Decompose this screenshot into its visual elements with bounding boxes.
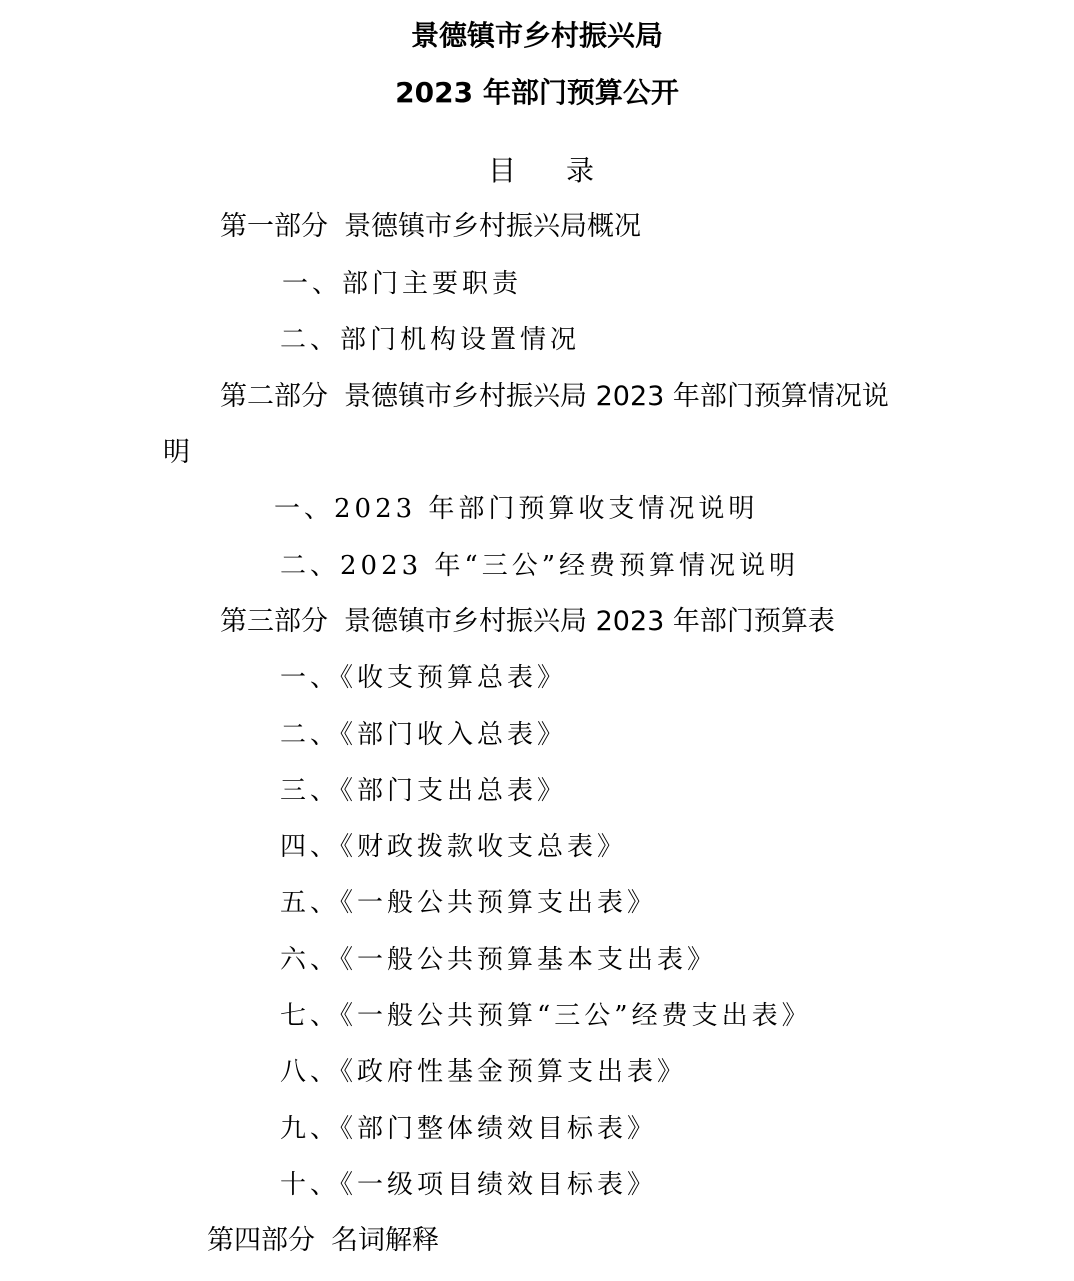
toc-heading-char-1: 目	[488, 154, 517, 187]
part-number: 第二部分	[220, 381, 328, 412]
toc-item[interactable]: 一、2023 年部门预算收支情况说明	[274, 494, 759, 524]
toc-heading	[488, 151, 594, 191]
toc-part-4[interactable]	[207, 1221, 439, 1261]
toc-part-2[interactable]	[220, 377, 889, 417]
toc-item[interactable]: 二、部门机构设置情况	[280, 325, 581, 355]
part-number: 第一部分	[220, 211, 328, 242]
toc-item[interactable]: 七、《一般公共预算“三公”经费支出表》	[280, 1001, 812, 1031]
toc-item[interactable]: 六、《一般公共预算基本支出表》	[280, 945, 718, 975]
part-title: 名词解释	[331, 1225, 439, 1256]
document-title: 景德镇市乡村振兴局	[410, 19, 663, 52]
toc-part-3[interactable]	[220, 602, 835, 642]
toc-item[interactable]: 五、《一般公共预算支出表》	[280, 888, 658, 918]
toc-item[interactable]: 八、《政府性基金预算支出表》	[280, 1057, 688, 1087]
toc-item[interactable]: 一、部门主要职责	[282, 269, 523, 299]
toc-part-1[interactable]	[220, 207, 641, 247]
part-title: 景德镇市乡村振兴局概况	[344, 211, 641, 242]
toc-item[interactable]: 二、《部门收入总表》	[280, 720, 568, 750]
toc-part-2-continuation: 明	[163, 437, 190, 468]
part-title: 景德镇市乡村振兴局 2023 年部门预算表	[344, 606, 835, 637]
toc-item[interactable]: 二、2023 年“三公”经费预算情况说明	[280, 551, 800, 581]
toc-heading-char-2: 录	[566, 154, 595, 187]
toc-item[interactable]: 一、《收支预算总表》	[280, 663, 568, 693]
document-subtitle: 2023 年部门预算公开	[395, 76, 679, 109]
toc-item[interactable]: 九、《部门整体绩效目标表》	[280, 1114, 658, 1144]
toc-item[interactable]: 三、《部门支出总表》	[280, 776, 568, 806]
toc-item[interactable]: 四、《财政拨款收支总表》	[280, 832, 628, 862]
part-title: 景德镇市乡村振兴局 2023 年部门预算情况说	[344, 381, 889, 412]
part-number: 第三部分	[220, 606, 328, 637]
toc-item[interactable]: 十、《一级项目绩效目标表》	[280, 1170, 658, 1200]
part-number: 第四部分	[207, 1225, 315, 1256]
